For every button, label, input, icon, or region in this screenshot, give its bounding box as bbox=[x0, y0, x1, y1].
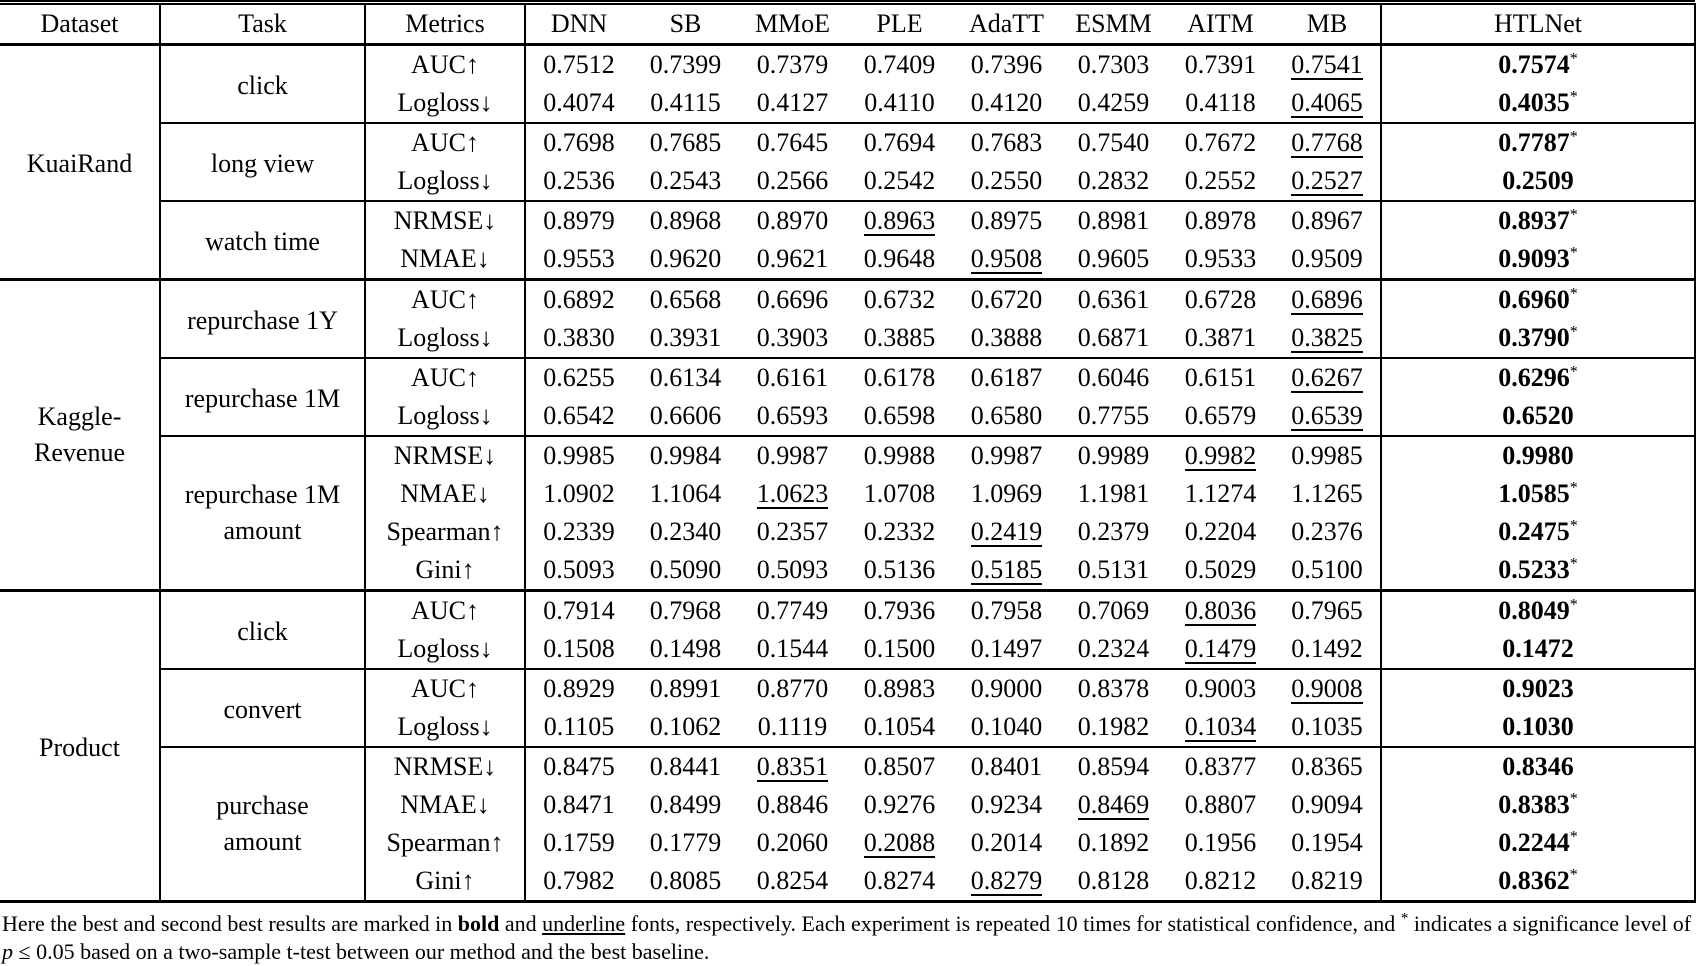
value-cell: 0.6151 bbox=[1184, 363, 1257, 392]
metric-cell: NRMSE↓ bbox=[365, 436, 525, 475]
value-cell: 0.1982 bbox=[1060, 708, 1167, 747]
significance-star: * bbox=[1400, 910, 1409, 927]
value-cell: 0.9621 bbox=[739, 240, 846, 280]
dataset-label: Kaggle-Revenue bbox=[34, 402, 125, 467]
value-cell: 0.1508 bbox=[525, 630, 632, 669]
value-cell-second-best: 0.8351 bbox=[756, 752, 829, 781]
value-cell-best: 0.3790* bbox=[1381, 319, 1695, 358]
value-cell: 0.8471 bbox=[543, 790, 615, 819]
significance-star: * bbox=[1569, 555, 1578, 573]
value-cell: 0.6579 bbox=[1167, 397, 1274, 436]
value-cell-second-best: 0.2419 bbox=[970, 517, 1043, 546]
footnote-text: indicates a significance level of bbox=[1408, 911, 1692, 936]
value-cell: 0.8499 bbox=[649, 790, 722, 819]
value-cell: 0.7982 bbox=[525, 862, 632, 902]
value-cell: 0.2542 bbox=[846, 162, 953, 201]
value-cell-second-best: 0.7768 bbox=[1274, 123, 1381, 162]
value-cell: 0.9987 bbox=[970, 441, 1043, 470]
dataset-cell bbox=[0, 280, 160, 591]
footnote-underline-word: underline bbox=[542, 911, 626, 936]
dataset-label: KuaiRand bbox=[26, 148, 133, 178]
significance-star: * bbox=[1569, 285, 1578, 303]
col-header-mmoe: MMoE bbox=[739, 4, 846, 45]
value-cell-best: 0.9980 bbox=[1381, 436, 1695, 475]
significance-star: * bbox=[1569, 596, 1578, 614]
header-row bbox=[0, 4, 1695, 45]
metric-cell: AUC↑ bbox=[365, 669, 525, 708]
value-cell: 0.2566 bbox=[739, 162, 846, 201]
value-cell: 0.7968 bbox=[649, 596, 722, 625]
value-cell-best: 0.7574* bbox=[1381, 45, 1695, 85]
value-cell: 0.8274 bbox=[846, 862, 953, 902]
value-cell: 0.9648 bbox=[846, 240, 953, 280]
value-cell: 0.6134 bbox=[649, 363, 722, 392]
value-cell: 0.8846 bbox=[756, 790, 829, 819]
metric-cell: AUC↑ bbox=[365, 591, 525, 631]
value-cell: 0.9509 bbox=[1274, 240, 1381, 280]
value-cell-second-best: 0.8963 bbox=[863, 206, 936, 235]
value-cell: 0.7391 bbox=[1184, 50, 1257, 79]
value-cell: 0.7694 bbox=[863, 128, 936, 157]
value-cell: 0.8967 bbox=[1274, 201, 1381, 240]
value-cell-second-best: 0.6267 bbox=[1274, 358, 1381, 397]
metric-cell: NMAE↓ bbox=[365, 475, 525, 513]
value-cell: 0.2543 bbox=[632, 162, 739, 201]
value-cell-best: 0.8362* bbox=[1381, 862, 1695, 902]
value-cell: 0.2340 bbox=[649, 517, 722, 546]
value-cell: 0.6046 bbox=[1077, 363, 1150, 392]
col-header-task: Task bbox=[160, 4, 365, 45]
value-cell: 0.7749 bbox=[756, 596, 829, 625]
dataset-cell bbox=[0, 45, 160, 280]
metric-cell: Spearman↑ bbox=[365, 513, 525, 551]
table-row bbox=[0, 747, 1695, 786]
col-header-esmm: ESMM bbox=[1060, 4, 1167, 45]
significance-star: * bbox=[1569, 828, 1578, 846]
footnote-text: and bbox=[499, 911, 543, 936]
metric-cell: Logloss↓ bbox=[365, 162, 525, 201]
task-cell bbox=[160, 123, 365, 201]
value-cell-second-best: 0.8279 bbox=[953, 862, 1060, 902]
value-cell: 0.9533 bbox=[1167, 240, 1274, 280]
metric-cell: AUC↑ bbox=[365, 123, 525, 162]
value-cell: 0.4115 bbox=[632, 84, 739, 123]
value-cell: 0.3871 bbox=[1167, 319, 1274, 358]
value-cell: 0.1759 bbox=[543, 828, 615, 857]
value-cell: 0.7303 bbox=[1077, 50, 1150, 79]
task-label: convert bbox=[223, 694, 302, 724]
value-cell: 0.7512 bbox=[543, 50, 615, 79]
value-cell: 0.1500 bbox=[846, 630, 953, 669]
value-cell: 0.9553 bbox=[525, 240, 632, 280]
value-cell-best: 0.2509 bbox=[1381, 162, 1695, 201]
value-cell-second-best: 0.9008 bbox=[1274, 669, 1381, 708]
results-table bbox=[0, 3, 1696, 903]
value-cell-best: 0.6960* bbox=[1381, 280, 1695, 320]
col-header-dnn: DNN bbox=[525, 4, 632, 45]
value-cell: 0.3830 bbox=[525, 319, 632, 358]
significance-star: * bbox=[1569, 50, 1578, 68]
value-cell-best: 0.4035* bbox=[1381, 84, 1695, 123]
significance-star: * bbox=[1569, 244, 1578, 262]
table-row bbox=[0, 201, 1695, 240]
value-cell: 0.6580 bbox=[953, 397, 1060, 436]
value-cell: 0.8219 bbox=[1274, 862, 1381, 902]
metric-cell: Logloss↓ bbox=[365, 319, 525, 358]
task-cell bbox=[160, 591, 365, 670]
value-cell: 0.9984 bbox=[649, 441, 722, 470]
value-cell: 0.2550 bbox=[953, 162, 1060, 201]
table-row bbox=[0, 358, 1695, 397]
value-cell-best: 0.7787* bbox=[1381, 123, 1695, 162]
value-cell-second-best: 0.2527 bbox=[1274, 162, 1381, 201]
value-cell: 0.2204 bbox=[1184, 517, 1257, 546]
value-cell: 0.6871 bbox=[1060, 319, 1167, 358]
value-cell: 0.1892 bbox=[1077, 828, 1150, 857]
value-cell: 0.5136 bbox=[846, 551, 953, 591]
value-cell: 1.0708 bbox=[863, 479, 936, 508]
significance-star: * bbox=[1569, 323, 1578, 341]
metric-cell: Gini↑ bbox=[365, 862, 525, 902]
value-cell: 0.9003 bbox=[1184, 674, 1257, 703]
significance-star: * bbox=[1569, 866, 1578, 884]
table-row bbox=[0, 591, 1695, 631]
task-label: watch time bbox=[205, 226, 320, 256]
value-cell-second-best: 0.5185 bbox=[953, 551, 1060, 591]
significance-star: * bbox=[1569, 206, 1578, 224]
value-cell: 0.1956 bbox=[1184, 828, 1257, 857]
value-cell: 0.9987 bbox=[756, 441, 829, 470]
value-cell-best: 0.6520 bbox=[1381, 397, 1695, 436]
col-header-adatt: AdaTT bbox=[953, 4, 1060, 45]
metric-cell: NMAE↓ bbox=[365, 240, 525, 280]
value-cell: 1.0969 bbox=[970, 479, 1043, 508]
value-cell: 0.7914 bbox=[543, 596, 615, 625]
value-cell: 0.1035 bbox=[1274, 708, 1381, 747]
value-cell: 0.3885 bbox=[846, 319, 953, 358]
metric-cell: AUC↑ bbox=[365, 280, 525, 320]
value-cell: 0.1497 bbox=[953, 630, 1060, 669]
value-cell: 0.6892 bbox=[543, 285, 615, 314]
value-cell: 0.7936 bbox=[863, 596, 936, 625]
value-cell: 0.1954 bbox=[1274, 824, 1381, 862]
metric-cell: AUC↑ bbox=[365, 358, 525, 397]
value-cell: 0.6720 bbox=[970, 285, 1043, 314]
value-cell: 0.8378 bbox=[1077, 674, 1150, 703]
value-cell: 0.6728 bbox=[1184, 285, 1257, 314]
value-cell: 0.9094 bbox=[1274, 786, 1381, 824]
value-cell: 0.7409 bbox=[863, 50, 936, 79]
significance-star: * bbox=[1569, 88, 1578, 106]
value-cell: 0.6568 bbox=[649, 285, 722, 314]
value-cell-best: 0.1472 bbox=[1381, 630, 1695, 669]
value-cell-best: 0.2475* bbox=[1381, 513, 1695, 551]
value-cell: 1.1274 bbox=[1184, 479, 1257, 508]
col-header-aitm: AITM bbox=[1167, 4, 1274, 45]
value-cell-second-best: 0.6539 bbox=[1274, 397, 1381, 436]
col-header-htlnet: HTLNet bbox=[1381, 4, 1695, 45]
value-cell-best: 0.8346 bbox=[1381, 747, 1695, 786]
metric-cell: Spearman↑ bbox=[365, 824, 525, 862]
value-cell-second-best: 1.0623 bbox=[756, 479, 829, 508]
value-cell-second-best: 0.7541 bbox=[1274, 45, 1381, 85]
task-cell bbox=[160, 669, 365, 747]
value-cell: 0.8968 bbox=[649, 206, 722, 235]
footnote-text: fonts, respectively. Each experiment is repeated 10 times for statistical confidence, and bbox=[625, 911, 1401, 936]
value-cell: 0.5090 bbox=[632, 551, 739, 591]
value-cell: 0.7540 bbox=[1077, 128, 1150, 157]
value-cell: 0.8979 bbox=[543, 206, 615, 235]
value-cell: 0.7755 bbox=[1060, 397, 1167, 436]
metric-cell: Logloss↓ bbox=[365, 397, 525, 436]
metric-cell: Logloss↓ bbox=[365, 630, 525, 669]
metric-cell: NRMSE↓ bbox=[365, 201, 525, 240]
value-cell: 0.3888 bbox=[953, 319, 1060, 358]
value-cell: 0.2552 bbox=[1167, 162, 1274, 201]
value-cell: 0.5029 bbox=[1167, 551, 1274, 591]
value-cell-best: 1.0585* bbox=[1381, 475, 1695, 513]
value-cell: 0.3903 bbox=[739, 319, 846, 358]
value-cell: 0.7685 bbox=[649, 128, 722, 157]
table-header bbox=[0, 4, 1695, 45]
value-cell: 0.8970 bbox=[756, 206, 829, 235]
footnote-text: ≤ 0.05 based on a two-sample t-test between our method and the best baseline. bbox=[13, 939, 710, 964]
value-cell-best: 0.9093* bbox=[1381, 240, 1695, 280]
value-cell: 0.6598 bbox=[846, 397, 953, 436]
task-cell bbox=[160, 201, 365, 280]
value-cell: 0.2832 bbox=[1060, 162, 1167, 201]
value-cell: 0.6255 bbox=[543, 363, 615, 392]
value-cell: 0.2339 bbox=[543, 517, 615, 546]
value-cell: 0.8975 bbox=[970, 206, 1043, 235]
task-label: repurchase 1M bbox=[184, 383, 341, 413]
value-cell: 0.6732 bbox=[863, 285, 936, 314]
value-cell-best: 0.2244* bbox=[1381, 824, 1695, 862]
value-cell: 0.8991 bbox=[649, 674, 722, 703]
task-cell bbox=[160, 45, 365, 124]
value-cell-second-best: 0.1479 bbox=[1167, 630, 1274, 669]
value-cell: 0.4127 bbox=[739, 84, 846, 123]
table-body bbox=[0, 45, 1695, 902]
value-cell: 0.7958 bbox=[970, 596, 1043, 625]
col-header-dataset: Dataset bbox=[0, 4, 160, 45]
task-cell bbox=[160, 436, 365, 591]
metric-cell: AUC↑ bbox=[365, 45, 525, 85]
value-cell: 0.1119 bbox=[739, 708, 846, 747]
task-cell bbox=[160, 358, 365, 436]
footnote-p-variable: p bbox=[2, 939, 13, 964]
col-header-mb: MB bbox=[1274, 4, 1381, 45]
task-label: purchase amount bbox=[216, 791, 309, 856]
value-cell: 0.4259 bbox=[1060, 84, 1167, 123]
task-label: repurchase 1M amount bbox=[184, 480, 341, 545]
value-cell: 0.6593 bbox=[739, 397, 846, 436]
significance-star: * bbox=[1569, 517, 1578, 535]
value-cell: 0.8085 bbox=[632, 862, 739, 902]
value-cell-best: 0.5233* bbox=[1381, 551, 1695, 591]
value-cell: 0.6361 bbox=[1077, 285, 1150, 314]
value-cell: 0.7672 bbox=[1184, 128, 1257, 157]
task-cell bbox=[160, 280, 365, 359]
metric-cell: Logloss↓ bbox=[365, 84, 525, 123]
significance-star: * bbox=[1569, 790, 1578, 808]
value-cell: 0.8475 bbox=[543, 752, 615, 781]
value-cell-second-best: 0.6896 bbox=[1274, 280, 1381, 320]
value-cell: 0.8983 bbox=[863, 674, 936, 703]
value-cell: 0.9276 bbox=[863, 790, 936, 819]
value-cell: 0.8128 bbox=[1060, 862, 1167, 902]
value-cell: 0.5131 bbox=[1060, 551, 1167, 591]
significance-star: * bbox=[1569, 128, 1578, 146]
table-row bbox=[0, 123, 1695, 162]
task-label: click bbox=[237, 70, 288, 100]
value-cell: 0.6696 bbox=[756, 285, 829, 314]
value-cell: 0.8212 bbox=[1167, 862, 1274, 902]
value-cell: 0.1779 bbox=[649, 828, 722, 857]
value-cell: 0.8807 bbox=[1184, 790, 1257, 819]
value-cell: 0.8441 bbox=[649, 752, 722, 781]
value-cell-second-best: 0.8469 bbox=[1077, 790, 1150, 819]
value-cell: 0.4118 bbox=[1167, 84, 1274, 123]
value-cell: 0.6606 bbox=[632, 397, 739, 436]
significance-star: * bbox=[1569, 479, 1578, 497]
table-row bbox=[0, 436, 1695, 475]
value-cell: 0.7399 bbox=[649, 50, 722, 79]
metric-cell: Gini↑ bbox=[365, 551, 525, 591]
value-cell-best: 0.8937* bbox=[1381, 201, 1695, 240]
value-cell: 0.5093 bbox=[739, 551, 846, 591]
value-cell: 0.8507 bbox=[863, 752, 936, 781]
dataset-cell bbox=[0, 591, 160, 902]
value-cell: 1.1064 bbox=[649, 479, 722, 508]
value-cell: 0.7965 bbox=[1274, 591, 1381, 631]
value-cell-best: 0.8383* bbox=[1381, 786, 1695, 824]
table-footnote bbox=[2, 910, 1705, 966]
task-label: repurchase 1Y bbox=[187, 305, 338, 335]
value-cell-best: 0.1030 bbox=[1381, 708, 1695, 747]
value-cell: 0.4120 bbox=[953, 84, 1060, 123]
value-cell-best: 0.6296* bbox=[1381, 358, 1695, 397]
value-cell-best: 0.9023 bbox=[1381, 669, 1695, 708]
value-cell-second-best: 0.9508 bbox=[953, 240, 1060, 280]
dataset-label: Product bbox=[39, 732, 120, 762]
value-cell: 0.2014 bbox=[970, 828, 1043, 857]
value-cell: 0.6161 bbox=[756, 363, 829, 392]
value-cell-second-best: 0.9982 bbox=[1184, 441, 1257, 470]
value-cell: 0.9620 bbox=[632, 240, 739, 280]
task-label: long view bbox=[210, 148, 315, 178]
value-cell: 0.1498 bbox=[632, 630, 739, 669]
value-cell: 0.9988 bbox=[863, 441, 936, 470]
value-cell: 1.1265 bbox=[1274, 475, 1381, 513]
metric-cell: NRMSE↓ bbox=[365, 747, 525, 786]
value-cell: 0.9000 bbox=[970, 674, 1043, 703]
task-cell bbox=[160, 747, 365, 902]
table-row bbox=[0, 280, 1695, 320]
value-cell: 0.8365 bbox=[1274, 747, 1381, 786]
value-cell-second-best: 0.8036 bbox=[1184, 596, 1257, 625]
metric-cell: NMAE↓ bbox=[365, 786, 525, 824]
value-cell-second-best: 0.2088 bbox=[863, 828, 936, 857]
value-cell: 0.8401 bbox=[970, 752, 1043, 781]
value-cell: 0.7698 bbox=[543, 128, 615, 157]
value-cell: 0.1062 bbox=[632, 708, 739, 747]
value-cell: 0.2060 bbox=[756, 828, 829, 857]
col-header-metrics: Metrics bbox=[365, 4, 525, 45]
value-cell: 0.7645 bbox=[756, 128, 829, 157]
value-cell: 1.1981 bbox=[1077, 479, 1150, 508]
value-cell: 0.9234 bbox=[970, 790, 1043, 819]
value-cell: 0.7396 bbox=[970, 50, 1043, 79]
value-cell: 0.4110 bbox=[846, 84, 953, 123]
value-cell: 0.6542 bbox=[525, 397, 632, 436]
value-cell: 0.6178 bbox=[863, 363, 936, 392]
value-cell: 0.9605 bbox=[1060, 240, 1167, 280]
footnote-bold-word: bold bbox=[457, 911, 500, 936]
footnote-text: Here the best and second best results are marked in bbox=[2, 911, 458, 936]
value-cell: 0.7683 bbox=[970, 128, 1043, 157]
value-cell: 0.5093 bbox=[525, 551, 632, 591]
value-cell: 0.8929 bbox=[543, 674, 615, 703]
value-cell: 0.8978 bbox=[1184, 206, 1257, 235]
value-cell: 0.4074 bbox=[525, 84, 632, 123]
value-cell: 0.3931 bbox=[632, 319, 739, 358]
value-cell-second-best: 0.3825 bbox=[1274, 319, 1381, 358]
value-cell: 0.2376 bbox=[1274, 513, 1381, 551]
value-cell-second-best: 0.4065 bbox=[1274, 84, 1381, 123]
col-header-ple: PLE bbox=[846, 4, 953, 45]
metric-cell: Logloss↓ bbox=[365, 708, 525, 747]
value-cell: 0.9989 bbox=[1077, 441, 1150, 470]
significance-star: * bbox=[1569, 363, 1578, 381]
value-cell: 0.1040 bbox=[953, 708, 1060, 747]
value-cell: 0.8770 bbox=[756, 674, 829, 703]
value-cell: 0.7069 bbox=[1077, 596, 1150, 625]
value-cell-second-best: 0.1034 bbox=[1167, 708, 1274, 747]
value-cell: 0.8254 bbox=[739, 862, 846, 902]
value-cell: 1.0902 bbox=[543, 479, 615, 508]
value-cell: 0.2324 bbox=[1060, 630, 1167, 669]
task-label: click bbox=[237, 616, 288, 646]
value-cell: 0.7379 bbox=[756, 50, 829, 79]
value-cell: 0.9985 bbox=[543, 441, 615, 470]
table-row bbox=[0, 669, 1695, 708]
value-cell: 0.2332 bbox=[863, 517, 936, 546]
value-cell: 0.8981 bbox=[1077, 206, 1150, 235]
value-cell: 0.1544 bbox=[739, 630, 846, 669]
value-cell: 0.1105 bbox=[525, 708, 632, 747]
value-cell: 0.6187 bbox=[970, 363, 1043, 392]
table-row bbox=[0, 45, 1695, 85]
col-header-sb: SB bbox=[632, 4, 739, 45]
value-cell-best: 0.8049* bbox=[1381, 591, 1695, 631]
value-cell: 0.9985 bbox=[1274, 436, 1381, 475]
value-cell: 0.8594 bbox=[1077, 752, 1150, 781]
value-cell: 0.5100 bbox=[1274, 551, 1381, 591]
value-cell: 0.1054 bbox=[846, 708, 953, 747]
value-cell: 0.2357 bbox=[756, 517, 829, 546]
value-cell: 0.8377 bbox=[1184, 752, 1257, 781]
value-cell: 0.2536 bbox=[525, 162, 632, 201]
value-cell: 0.1492 bbox=[1274, 630, 1381, 669]
value-cell: 0.2379 bbox=[1077, 517, 1150, 546]
